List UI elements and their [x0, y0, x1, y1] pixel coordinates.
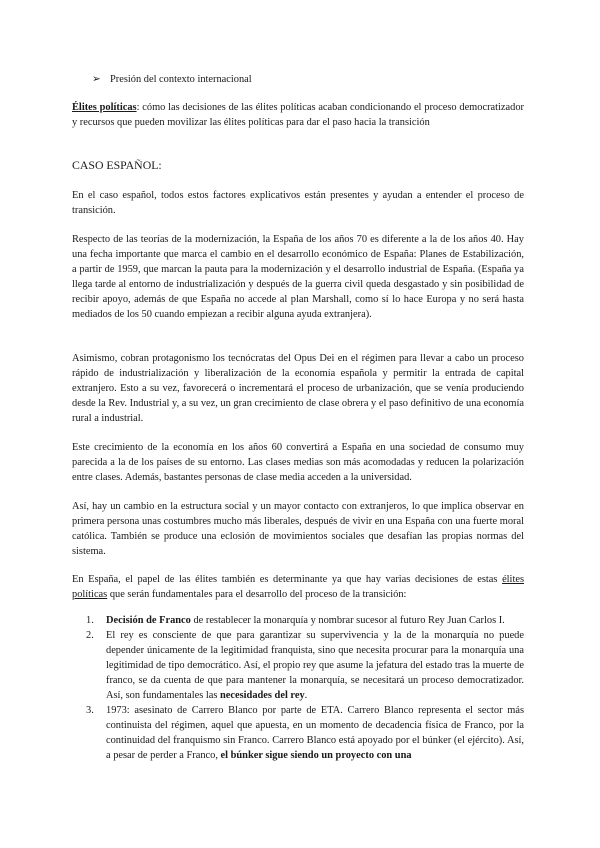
list-number: 3.	[86, 705, 94, 716]
elites-politicas-link: élites políticas	[72, 574, 524, 600]
list-item-bold: el búnker sigue siendo un proyecto con una	[220, 750, 412, 761]
list-item	[86, 613, 524, 628]
paragraph-2: Respecto de las teorías de la modernización, la España de los años 70 es diferente a la de los años 40. Hay una fecha importante que marca el cambio en el desarrollo económico de España: Planes de Estabilización, a partir de 1959, que marcan la pauta para la modernización y el desarrollo industrial de España. (España ya llega tarde al entorno de industrialización y después de la guerra civil queda desgastado y sin posibilidad de recibir apoyo, además de que España no accede al plan Marshall, como sí lo hace Europa y no será hasta mediados de los 50 cuando empiezan a recibir alguna ayuda extranjera).	[72, 234, 524, 320]
elites-term: Élites políticas	[72, 102, 137, 113]
list-item-text: El rey es consciente de que para garantizar su supervivencia y la de la monarquía no puede depender únicamente de la legitimidad franquista, sino que necesita procurar para la monarquía una legitimidad de tipo democrático. Así, el propio rey que asume la jefatura del estado tras la muerte de franco, se da cuenta de que para mantener la monarquía, se necesitará un proceso democratizador. Así, son fundamentales las	[106, 630, 524, 701]
list-item-tail: .	[304, 690, 308, 701]
list-number: 2.	[86, 630, 94, 641]
elites-definition	[72, 100, 524, 130]
arrow-bullet-icon: ➢	[92, 74, 101, 85]
paragraph-3: Asimismo, cobran protagonismo los tecnócratas del Opus Dei en el régimen para llevar a cabo un proceso rápido de industrialización y liberalización de la economía española y permitir la entrada de capital extranjero. Esto a su vez, favorecerá o incrementará el proceso de urbanización, que se venía produciendo desde la Rev. Industrial y, a su vez, un gran crecimiento de clase obrera y el paso definitivo de una economía rural a industrial.	[72, 353, 524, 424]
list-item-text: de restablecer la monarquía y nombrar sucesor al futuro Rey Juan Carlos I.	[190, 615, 505, 626]
paragraph-6	[72, 572, 524, 602]
bullet-text: Presión del contexto internacional	[110, 74, 252, 85]
section-heading: CASO ESPAÑOL:	[72, 158, 162, 172]
paragraph-6-text-end: que serán fundamentales para el desarrollo del proceso de la transición:	[107, 589, 407, 600]
numbered-list	[86, 613, 524, 763]
list-item-bold: Decisión de Franco	[106, 615, 191, 626]
list-number: 1.	[86, 615, 94, 626]
bullet-item	[92, 72, 512, 87]
list-item-text: 1973: asesinato de Carrero Blanco por parte de ETA. Carrero Blanco representa el sector más continuista del régimen, aquel que apuesta, en un momento de decadencia física de Franco, por la continuidad del franquismo sin Franco. Carrero Blanco está apoyado por el búnker (el ejército). Así, a pesar de perder a Franco,	[106, 705, 524, 761]
list-item	[86, 703, 524, 763]
paragraph-4: Este crecimiento de la economía en los años 60 convertirá a España en una sociedad de consumo muy parecida a la de los países de su entorno. Las clases medias son más acomodadas y reducen la polarización entre clases. Además, bastantes personas de clase media acceden a la universidad.	[72, 442, 524, 483]
list-item-bold: necesidades del rey	[220, 690, 305, 701]
elites-text: : cómo las decisiones de las élites políticas acaban condicionando el proceso democratizador y recursos que pueden movilizar las élites políticas para dar el paso hacia la transición	[72, 102, 524, 128]
paragraph-5: Así, hay un cambio en la estructura social y un mayor contacto con extranjeros, lo que implica observar en primera persona unas costumbres mucho más liberales, después de vivir en una España con una fuerte moral católica. También se produce una eclosión de movimientos sociales que desafían las propias normas del sistema.	[72, 501, 524, 557]
paragraph-6-text: En España, el papel de las élites también es determinante ya que hay varias decisiones de estas	[72, 574, 503, 585]
paragraph-1: En el caso español, todos estos factores explicativos están presentes y ayudan a entender el proceso de transición.	[72, 190, 524, 216]
list-item	[86, 628, 524, 703]
